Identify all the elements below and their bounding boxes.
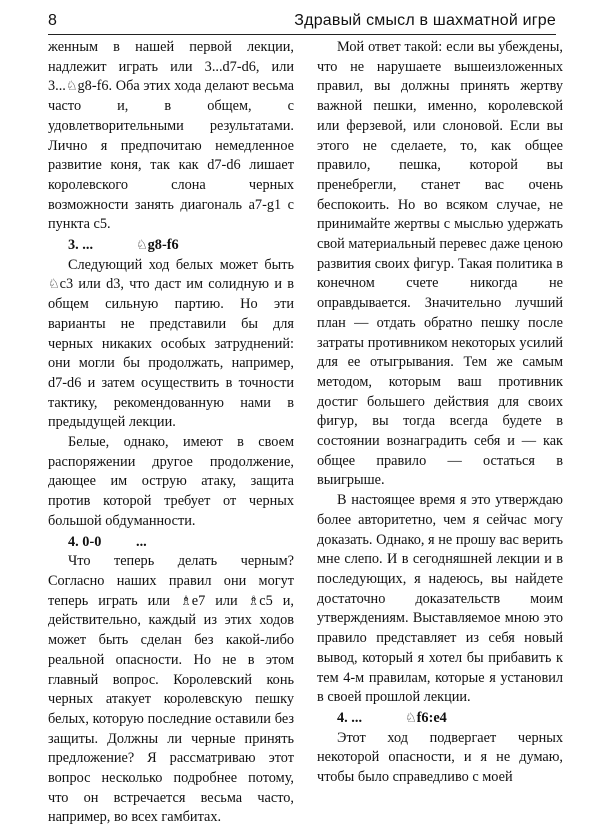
move-text: ♘g8-f6 bbox=[136, 237, 179, 254]
knight-icon: ♘ bbox=[65, 79, 78, 95]
bishop-icon: ♗ bbox=[247, 593, 260, 609]
move-line bbox=[48, 533, 294, 553]
paragraph: женным в нашей первой лекции, надлежит играть или 3...d7-d6, или 3...♘g8-f6. Оба этих хода делают весьма часто и, в общем, с удовлетворительными результатами. Лично я предпочитаю немедленное развитие коня, так как d7-d6 лишает королевского слона черных возможности занять диагональ a7-g1 с пункта с5. bbox=[48, 39, 294, 233]
move-number: 4. 0-0 bbox=[68, 533, 102, 550]
move-line bbox=[317, 709, 563, 729]
page-header bbox=[48, 8, 556, 35]
paragraph: Белые, однако, имеют в своем распоряжении другое продолжение, дающее им острую атаку, защита против которой требует от черных большой обдуманности. bbox=[48, 434, 294, 529]
knight-icon: ♘ bbox=[48, 277, 60, 293]
paragraph: В настоящее время я это утверждаю более авторитетно, чем я сейчас могу доказать. Однако, я не прошу вас верить мне слепо. И в сегодняшней лекции и в последующих, я надеюсь, вы найдете достаточно доказательств моим утверждениям. Выставляемое мною это правило представляет из себя новый вывод, который я хотел бы прибавить к тем 4-м правилам, которые я установил в своей прошлой лекции. bbox=[317, 492, 563, 706]
paragraph: Этот ход подвергает черных некоторой опасности, и я не думаю, чтобы было справедливо с моей bbox=[317, 729, 563, 786]
page-number: 8 bbox=[48, 12, 57, 29]
knight-icon: ♘ bbox=[405, 710, 417, 726]
move-text: ♘f6:e4 bbox=[405, 709, 447, 726]
paragraph: Следующий ход белых может быть ♘c3 или d3, что даст им солидную и в общем сильную партию. Но эти варианты не представили бы для черных никаких особых затруднений: они могли бы продолжать, например, d7-d6 и затем осуществить в точности тактику, рекомендованную нами в предыдущей лекции. bbox=[48, 256, 294, 431]
move-line bbox=[48, 236, 294, 256]
move-number: 4. ... bbox=[337, 709, 363, 726]
move-text: ... bbox=[136, 533, 147, 550]
right-column bbox=[317, 38, 563, 788]
left-column bbox=[48, 38, 294, 828]
paragraph: Что теперь делать черным? Согласно наших правил они могут теперь играть или ♗e7 или ♗c5 и, действительно, каждый из этих ходов может быть сделан без какой-либо реальной опасности. Но не в этом главный вопрос. Королевский конь черных атакует королевскую пешку белых, которую последние оставили без защиты. Должны ли черные принять предложение? Я рассматриваю этот вопрос несколько подробнее потому, что он встречается весьма часто, например, во всех гамбитах. bbox=[48, 553, 294, 826]
move-number: 3. ... bbox=[68, 237, 94, 254]
running-title: Здравый смысл в шахматной игре bbox=[294, 12, 556, 29]
paragraph: Мой ответ такой: если вы убеждены, что не нарушаете вышеизложенных правил, вы должны принять жертву важной пешки, именно, королевской или ферзевой, или слоновой. Если вы этого не сделаете, то, как общее правило, пешка, которой вы пренебрегли, станет вас очень беспокоить. Но во всяком случае, не принимайте жертвы с мыслью удержать свой материальный перевес даже ценою развития своих фигур. Такая политика в конечном счете никогда не оправдывается. Значительно лучший план — отдать обратно пешку после затраты противником некоторых усилий для ее отыгрывания. Тем же самым методом, которым ваш противник достиг большего действия для своих фигур, вы тогда всегда будете в состоянии вознаградить себя и — как общее правило — остаться в выигрыше. bbox=[317, 39, 563, 489]
bishop-icon: ♗ bbox=[180, 593, 192, 609]
knight-icon: ♘ bbox=[136, 238, 148, 254]
